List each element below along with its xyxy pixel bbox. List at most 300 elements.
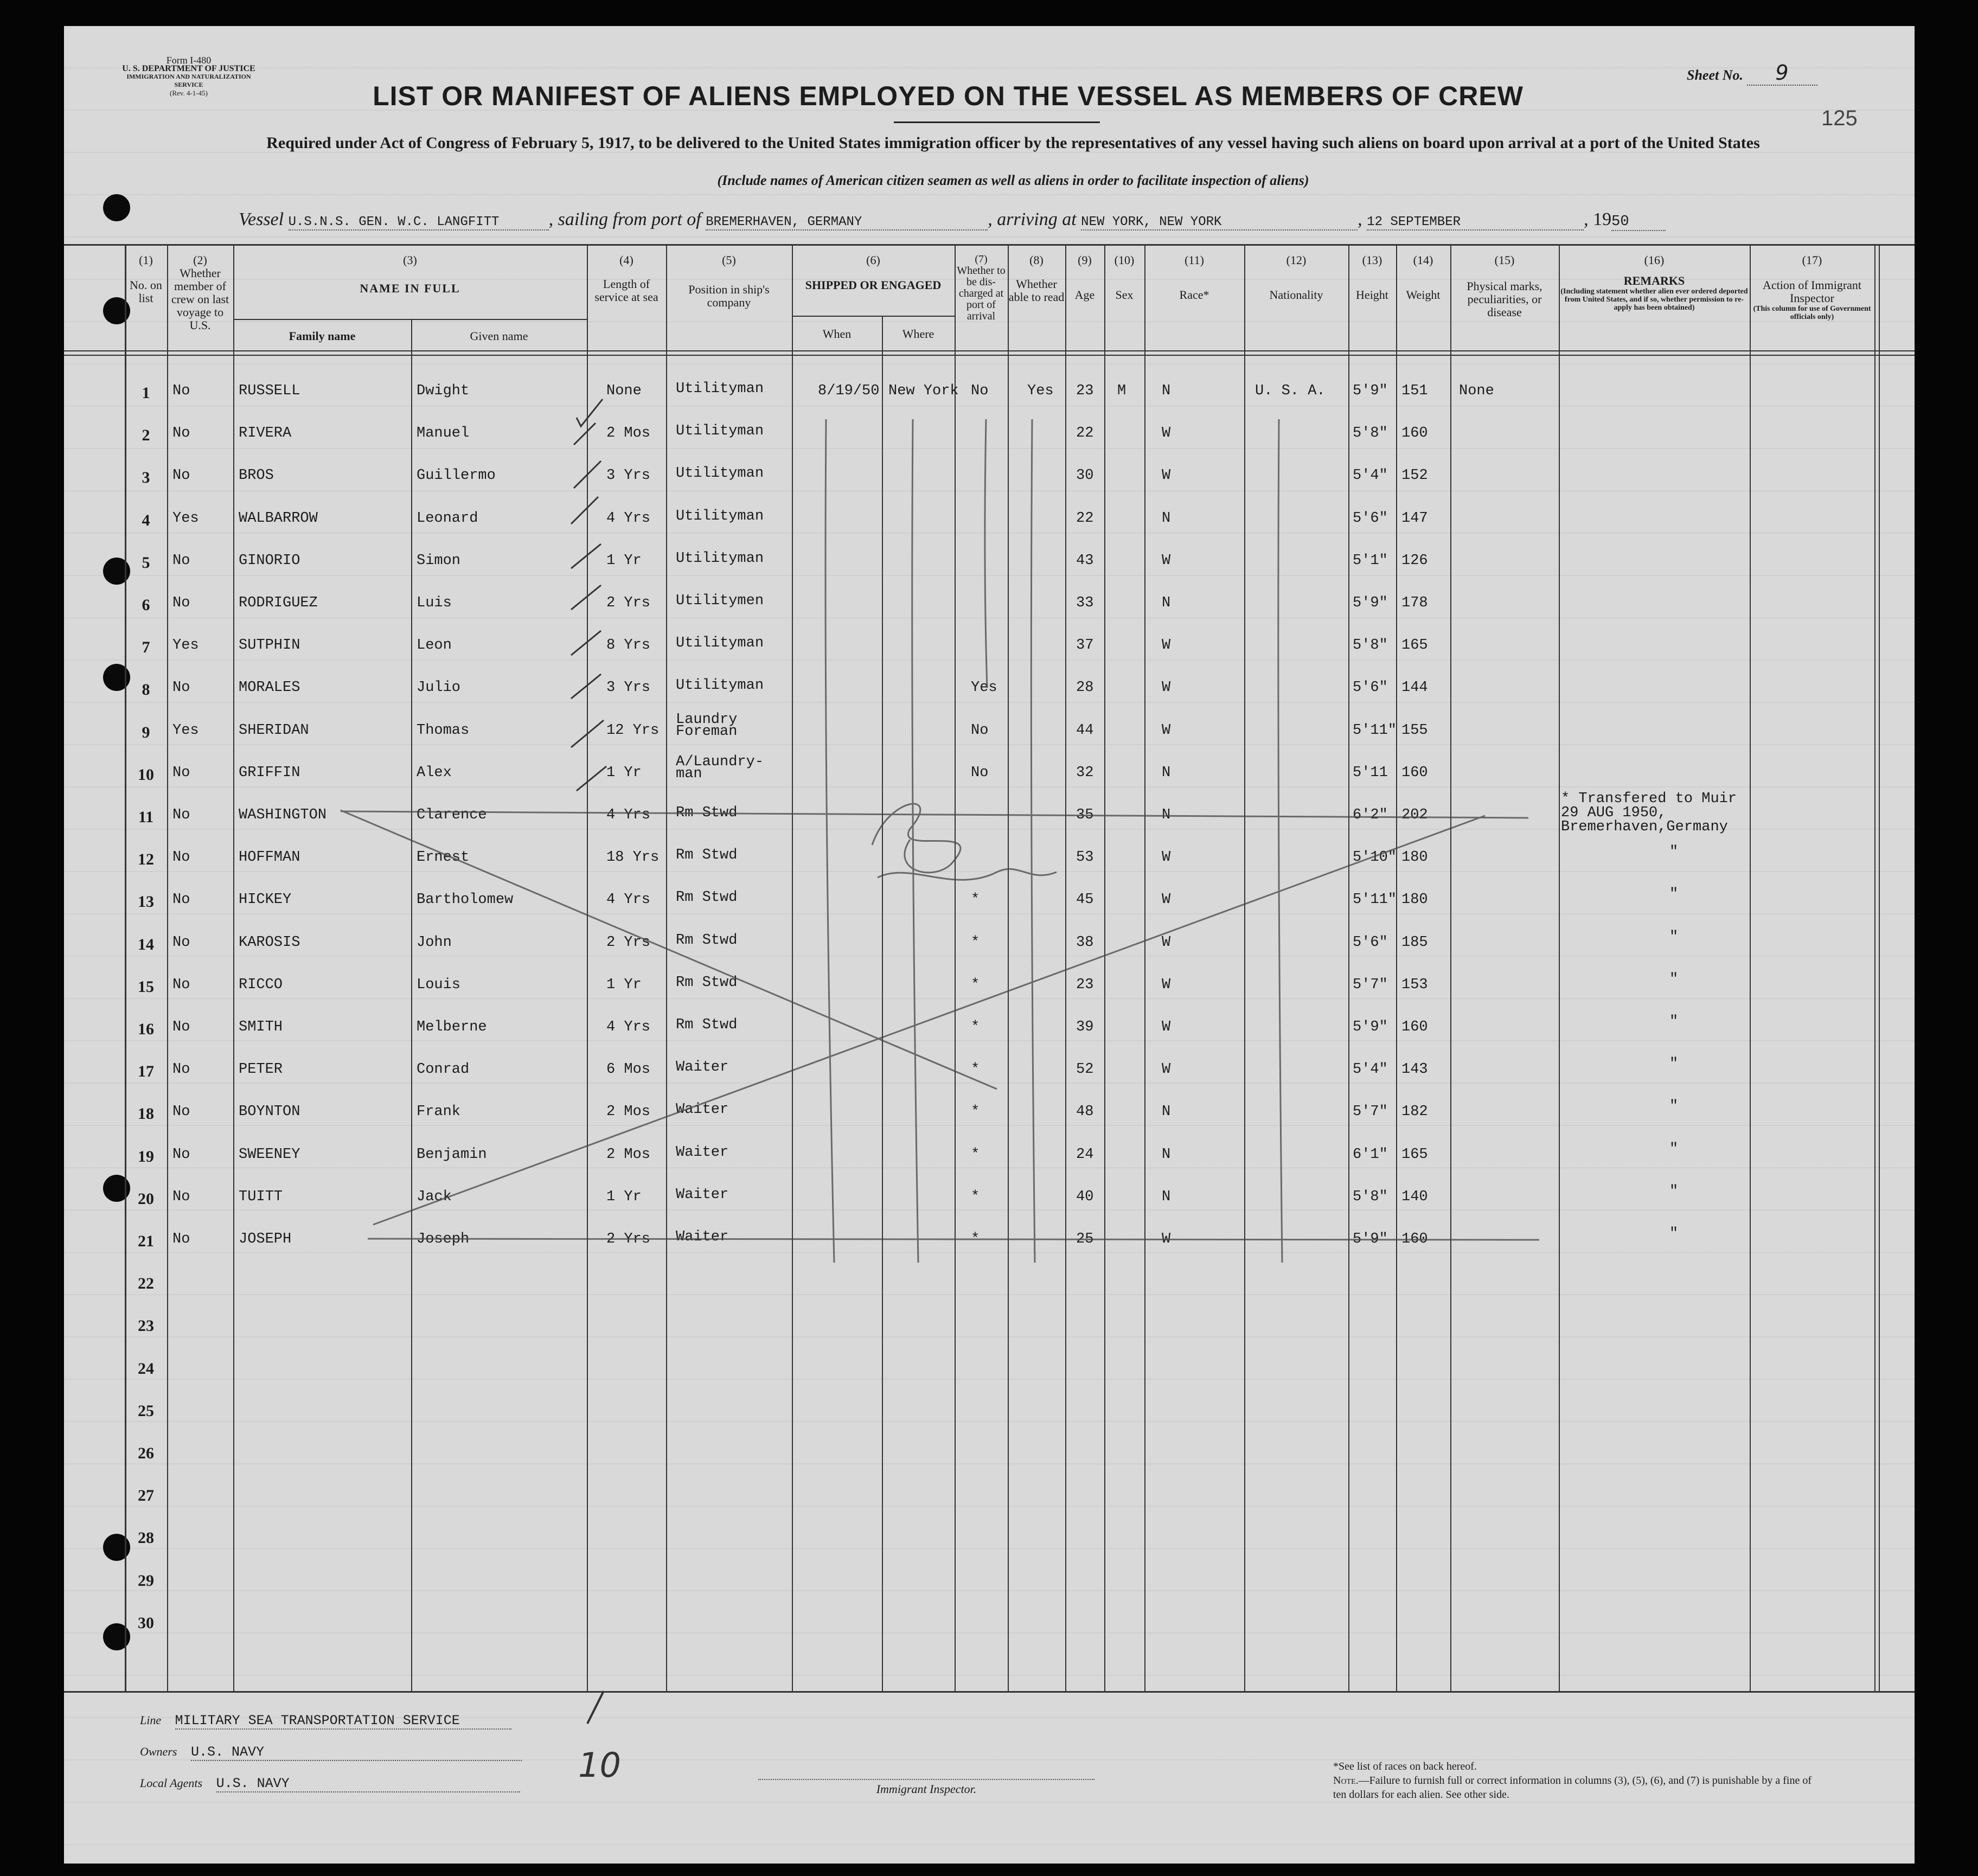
race-cell: W [1162,425,1171,442]
height-cell: 5'9" [1353,1231,1388,1247]
height-cell: 5'11" [1353,892,1397,908]
col-label: Height [1356,288,1388,302]
race-cell: W [1162,1019,1171,1035]
weight-cell: 143 [1401,1061,1428,1078]
prev-voyage-cell: No [172,934,190,951]
weight-cell: 180 [1401,892,1428,908]
race-cell: N [1162,1104,1171,1121]
col-label: Physical marks, peculiarities, or disease [1467,279,1542,319]
sailing-label: , sailing from port of [548,209,701,229]
row-number: 10 [138,765,154,784]
remarks-cell: " [1669,886,1679,903]
prev-voyage-cell: No [172,807,190,823]
prev-voyage-cell: No [172,849,190,866]
family-name-cell: SWEENEY [239,1146,300,1163]
service-length-cell: 4 Yrs [606,807,651,823]
family-name-cell: TUITT [239,1188,283,1205]
year-prefix: 19 [1593,209,1612,229]
department: U. S. DEPARTMENT OF JUSTICE [122,64,255,73]
service-length-cell: 12 Yrs [606,722,660,739]
race-cell: N [1162,510,1171,527]
age-cell: 35 [1076,807,1094,823]
height-cell: 5'1" [1353,552,1388,569]
checkmark [571,674,601,699]
arrival-date: 12 SEPTEMBER [1367,215,1584,231]
height-cell: 5'8" [1353,425,1388,442]
col-label: No. on list [130,278,162,305]
age-cell: 22 [1076,425,1094,442]
manifest-sheet [64,26,1915,1864]
col-header-when: When [822,327,852,341]
family-name-cell: GINORIO [239,552,300,569]
race-cell: W [1162,680,1171,696]
col-number: (3) [403,253,417,267]
weight-cell: 202 [1401,807,1428,823]
service-length-cell: 2 Mos [606,425,651,442]
checkmark [571,497,598,524]
prev-voyage-cell: No [172,468,190,484]
position-cell: Utilitymen [676,593,764,609]
family-name-cell: HOFFMAN [239,849,300,866]
family-name-cell: BROS [239,468,274,484]
prev-voyage-cell: Yes [172,722,199,739]
inspector-signature-line: Immigrant Inspector. [758,1779,1094,1796]
weight-cell: 160 [1401,1019,1428,1035]
voyage-line: Vessel U.S.N.S. GEN. W.C. LANGFITT , sailing from port of BREMERHAVEN, GERMANY , arriving at NEW YORK, NEW YORK , 12 SEPTEMBER , 1950 [239,209,1666,231]
weight-cell: 144 [1401,680,1428,696]
empty-row-number: 25 [138,1401,154,1420]
weight-cell: 126 [1401,552,1428,569]
row-number: 4 [142,511,150,529]
given-name-cell: Ernest [417,849,470,866]
position-cell: Waiter [676,1229,729,1245]
race-cell: W [1162,849,1171,866]
col-label: Whether to be dis-charged at port of arrival [957,265,1006,322]
prev-voyage-cell: Yes [172,510,199,527]
col-label: Action of Immigrant Inspector [1762,278,1862,305]
position-cell: Utilityman [676,508,764,524]
remarks-cell: " [1669,1098,1679,1115]
service-length-cell: 2 Yrs [606,595,651,611]
discharged-cell: * [971,1188,980,1205]
age-cell: 44 [1076,722,1094,739]
height-cell: 5'8" [1353,637,1388,654]
position-cell: Utilityman [676,635,764,652]
family-name-cell: RUSSELL [239,383,300,399]
col-label: NAME IN FULL [360,281,460,295]
empty-row-number: 26 [138,1444,154,1462]
race-cell: N [1162,383,1171,399]
family-name-cell: SHERIDAN [239,722,309,739]
service-length-cell: 4 Yrs [606,510,651,527]
weight-cell: 160 [1401,425,1428,442]
col-number: (17) [1802,253,1822,267]
shipped-where-cell: New York [888,383,959,399]
height-cell: 5'7" [1353,976,1388,993]
remarks-cell: " [1669,1141,1679,1157]
age-cell: 53 [1076,849,1094,866]
col-number: (10) [1114,253,1135,267]
service-length-cell: 8 Yrs [606,637,651,654]
discharged-cell: * [971,1231,980,1247]
prev-voyage-cell: No [172,976,190,993]
col-number: (9) [1078,253,1092,267]
prev-voyage-cell: No [172,383,190,399]
race-cell: N [1162,1188,1171,1205]
row-number: 19 [138,1147,154,1166]
checkmark [571,544,601,568]
col-label: Whether member of crew on last voyage to U.S. [171,266,229,332]
footer-owners-label: Owners [140,1745,177,1758]
height-cell: 5'9" [1353,595,1388,611]
race-cell: W [1162,892,1171,908]
race-cell: W [1162,976,1171,993]
given-name-cell: Simon [417,552,461,569]
position-cell: Rm Stwd [676,805,738,821]
height-cell: 6'1" [1353,1146,1388,1163]
col-label: Length of service at sea [594,277,658,304]
service-length-cell: 1 Yr [606,1188,642,1205]
row-number: 2 [142,426,150,445]
service-length-cell: 1 Yr [606,552,642,569]
family-name-cell: RODRIGUEZ [239,595,318,611]
service-length-cell: 1 Yr [606,764,642,781]
family-name-cell: WASHINGTON [239,807,327,823]
height-cell: 5'9" [1353,1019,1388,1035]
position-cell: Waiter [676,1144,729,1161]
position-cell: Rm Stwd [676,974,738,991]
given-name-cell: Joseph [417,1231,470,1247]
position-cell: Rm Stwd [676,1017,738,1033]
footer-agents-label: Local Agents [140,1776,203,1790]
col-label: Race* [1179,288,1209,302]
race-cell: N [1162,807,1171,823]
strike-line [341,811,1528,818]
col-label: Sex [1115,288,1134,302]
age-cell: 39 [1076,1019,1094,1035]
age-cell: 32 [1076,764,1094,781]
height-cell: 6'2" [1353,807,1388,823]
cross-out-stroke [341,810,997,1089]
prev-voyage-cell: No [172,1061,190,1078]
service-length-cell: 4 Yrs [606,892,651,908]
empty-row-number: 24 [138,1359,154,1378]
given-name-cell: Guillermo [417,468,496,484]
empty-row-number: 28 [138,1529,154,1547]
discharged-cell: No [971,722,989,739]
footer-checkmark [587,1691,604,1724]
checkmark [577,766,606,791]
given-name-cell: Jack [417,1188,452,1205]
vessel-name: U.S.N.S. GEN. W.C. LANGFITT [289,215,549,231]
given-name-cell: Bartholomew [417,892,514,908]
footer-line-value: MILITARY SEA TRANSPORTATION SERVICE [175,1713,511,1730]
discharged-cell: * [971,1146,980,1163]
strike-line [368,1239,1539,1240]
col-sublabel: (This column for use of Government officials only) [1753,305,1871,321]
prev-voyage-cell: No [172,595,190,611]
given-name-cell: Clarence [417,807,487,823]
service-length-cell: 18 Yrs [606,849,660,866]
revision: (Rev. 4-1-45) [170,89,208,97]
age-cell: 40 [1076,1188,1094,1205]
read-cell: Yes [1027,383,1054,399]
discharged-cell: * [971,1019,980,1035]
race-cell: N [1162,595,1171,611]
given-name-cell: Benjamin [417,1146,487,1163]
row-number: 3 [142,469,150,487]
family-name-cell: MORALES [239,680,300,696]
checkmark [577,399,603,426]
arriving-label: , arriving at [988,209,1077,229]
height-cell: 5'10" [1353,849,1397,866]
remarks-cell: * Transfered to Muir 29 AUG 1950, Bremerhaven,Germany [1561,791,1737,835]
prev-voyage-cell: No [172,425,190,442]
family-name-cell: SMITH [239,1019,283,1035]
ditto-line [985,419,987,688]
fine-note [1333,1773,1821,1802]
prev-voyage-cell: No [172,764,190,781]
handwritten-count: 10 [578,1745,621,1785]
given-name-cell: Luis [417,595,452,611]
weight-cell: 178 [1401,595,1428,611]
row-number: 20 [138,1189,154,1208]
checkmark [574,423,596,445]
position-cell: Waiter [676,1186,729,1203]
weight-cell: 165 [1401,637,1428,654]
position-cell: Utilityman [676,423,764,440]
footer-line-field [140,1713,511,1730]
form-subtitle: Required under Act of Congress of February 5, 1917, to be delivered to the United States immigration officer by the representatives of any vessel having such aliens on board upon arrival at a port of the United States [266,134,1760,152]
family-name-cell: KAROSIS [239,934,300,951]
given-name-cell: Dwight [417,383,470,399]
col-sublabel: (Including statement whether alien ever ordered deported from United States, and if so, whether permission to re-apply has been obtained) [1560,287,1748,312]
family-name-cell: WALBARROW [239,510,318,527]
service-length-cell: 2 Yrs [606,934,651,951]
given-name-cell: Conrad [417,1061,470,1078]
service-length-cell: None [606,383,642,399]
position-cell: Laundry Foreman [676,711,738,740]
row-number: 18 [138,1105,154,1123]
sailing-port: BREMERHAVEN, GERMANY [706,215,988,231]
page-number: 125 [1821,106,1858,130]
footer-notes [1333,1759,1821,1802]
given-name-cell: Julio [417,680,461,696]
race-cell: W [1162,1061,1171,1078]
footer-owners-value: U.S. NAVY [191,1744,522,1761]
family-name-cell: RICCO [239,976,283,993]
family-name-cell: RIVERA [239,425,292,442]
age-cell: 24 [1076,1146,1094,1163]
given-name-cell: Alex [417,764,452,781]
service-name: IMMIGRATION AND NATURALIZATION SERVICE [126,73,251,88]
row-number: 1 [142,384,150,402]
note-label: Note. [1333,1775,1359,1787]
age-cell: 45 [1076,892,1094,908]
checkmark [574,461,601,488]
position-cell: Rm Stwd [676,932,738,949]
service-length-cell: 2 Mos [606,1146,651,1163]
footer-line-label: Line [140,1713,162,1727]
given-name-cell: Manuel [417,425,470,442]
col-label: Age [1074,288,1095,302]
family-name-cell: GRIFFIN [239,764,300,781]
age-cell: 23 [1076,976,1094,993]
age-cell: 48 [1076,1104,1094,1121]
weight-cell: 155 [1401,722,1428,739]
sheet-label: Sheet No. [1687,67,1743,83]
col-label: Nationality [1269,288,1323,302]
service-length-cell: 3 Yrs [606,680,651,696]
age-cell: 22 [1076,510,1094,527]
weight-cell: 160 [1401,1231,1428,1247]
empty-row-number: 30 [138,1614,154,1632]
row-number: 21 [138,1232,154,1250]
col-header-where: Where [902,327,934,341]
sex-cell: M [1117,383,1126,399]
given-name-cell: Thomas [417,722,470,739]
age-cell: 23 [1076,383,1094,399]
page-title: LIST OR MANIFEST OF ALIENS EMPLOYED ON THE VESSEL AS MEMBERS OF CREW [373,81,1523,111]
height-cell: 5'8" [1353,1188,1388,1205]
position-cell: Rm Stwd [676,889,738,906]
prev-voyage-cell: No [172,680,190,696]
row-number: 9 [142,723,150,741]
discharged-cell: No [971,383,989,399]
row-number: 5 [142,553,150,572]
given-name-cell: Louis [417,976,461,993]
weight-cell: 153 [1401,976,1428,993]
note-text: —Failure to furnish full or correct information in columns (3), (5), (6), and (7) is punishable by a fine of ten dollars for each alien. See other side. [1333,1775,1812,1801]
weight-cell: 160 [1401,764,1428,781]
given-name-cell: Leon [417,637,452,654]
age-cell: 28 [1076,680,1094,696]
weight-cell: 147 [1401,510,1428,527]
prev-voyage-cell: No [172,892,190,908]
prev-voyage-cell: No [172,1104,190,1121]
height-cell: 5'11 [1353,764,1388,781]
discharged-cell: Yes [971,680,997,696]
checkmark [571,585,601,610]
marks-cell: None [1459,383,1494,399]
height-cell: 5'6" [1353,934,1388,951]
service-length-cell: 3 Yrs [606,468,651,484]
discharged-cell: * [971,1104,980,1121]
empty-row-number: 23 [138,1317,154,1335]
row-number: 12 [138,850,154,869]
col-number: (8) [1029,253,1044,267]
given-name-cell: Frank [417,1104,461,1121]
ditto-line [825,419,834,1263]
arrival-year: 50 [1611,214,1666,231]
height-cell: 5'11" [1353,722,1397,739]
handwritten-markings [64,26,1915,1864]
family-name-cell: SUTPHIN [239,637,300,654]
discharged-cell: * [971,892,980,908]
col-label: Whether able to read [1008,277,1065,304]
service-length-cell: 4 Yrs [606,1019,651,1035]
vessel-label: Vessel [239,209,284,229]
nationality-cell: U. S. A. [1255,383,1326,399]
remarks-cell: " [1669,971,1679,988]
position-cell: Utilityman [676,381,764,397]
remarks-cell: " [1669,929,1679,945]
height-cell: 5'6" [1353,510,1388,527]
height-cell: 5'7" [1353,1104,1388,1121]
family-name-cell: JOSEPH [239,1231,292,1247]
weight-cell: 165 [1401,1146,1428,1163]
empty-row-number: 29 [138,1571,154,1590]
col-number: (14) [1413,253,1433,267]
col-number: (11) [1185,253,1204,267]
remarks-cell: " [1669,1014,1679,1030]
empty-row-number: 22 [138,1275,154,1293]
position-cell: Utilityman [676,550,764,567]
position-cell: Utilityman [676,465,764,482]
age-cell: 38 [1076,934,1094,951]
checkmark [571,720,604,747]
age-cell: 30 [1076,468,1094,484]
weight-cell: 180 [1401,849,1428,866]
prev-voyage-cell: Yes [172,637,199,654]
row-number: 17 [138,1062,154,1081]
col-number: (2) [193,253,207,267]
race-cell: W [1162,468,1171,484]
row-number: 16 [138,1020,154,1038]
ditto-line [1031,419,1035,1263]
col-label: Position in ship's company [688,283,770,309]
age-cell: 43 [1076,552,1094,569]
remarks-cell: " [1669,1226,1679,1242]
race-cell: W [1162,934,1171,951]
family-name-cell: PETER [239,1061,283,1078]
service-length-cell: 2 Yrs [606,1231,651,1247]
service-length-cell: 2 Mos [606,1104,651,1121]
races-note: *See list of races on back hereof. [1333,1760,1477,1772]
height-cell: 5'4" [1353,468,1388,484]
ditto-line [1278,419,1282,1263]
age-cell: 37 [1076,637,1094,654]
empty-row-number: 27 [138,1487,154,1505]
service-length-cell: 6 Mos [606,1061,651,1078]
col-label: Weight [1406,288,1441,302]
row-number: 7 [142,638,150,657]
weight-cell: 182 [1401,1104,1428,1121]
col-number: (1) [139,253,153,267]
col-label: SHIPPED OR ENGAGED [805,278,942,292]
race-cell: W [1162,722,1171,739]
row-number: 8 [142,681,150,699]
position-cell: Waiter [676,1059,729,1076]
col-header-given: Given name [470,329,528,343]
race-cell: W [1162,552,1171,569]
prev-voyage-cell: No [172,1231,190,1247]
row-number: 6 [142,596,150,614]
row-number: 14 [138,935,154,953]
col-number: (5) [722,253,736,267]
family-name-cell: HICKEY [239,892,292,908]
row-number: 11 [138,808,154,826]
age-cell: 52 [1076,1061,1094,1078]
given-name-cell: Melberne [417,1019,487,1035]
service-length-cell: 1 Yr [606,976,642,993]
include-note: (Include names of American citizen seamen as well as aliens in order to facilitate inspection of aliens) [717,172,1309,188]
discharged-cell: * [971,976,980,993]
position-cell: A/Laundry-man [676,753,764,782]
row-number: 15 [138,977,154,996]
form-number: Form I-480 [166,55,212,66]
checkmark [571,631,601,655]
